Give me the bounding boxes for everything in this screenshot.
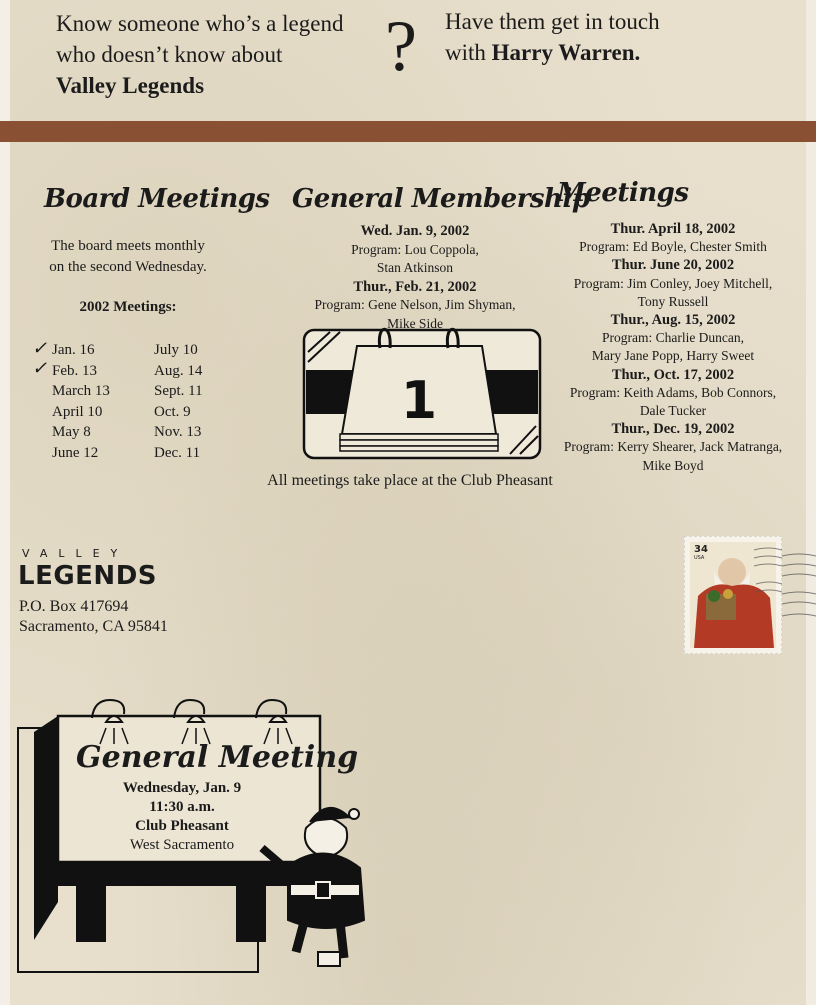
stamp-country: USA	[694, 555, 705, 561]
meeting-program: Program: Kerry Shearer, Jack Matranga,	[563, 439, 783, 455]
billboard-venue: Club Pheasant	[135, 818, 229, 834]
billboard-details	[82, 779, 282, 855]
board-date: July 10	[154, 342, 198, 358]
right-edge	[806, 0, 816, 1005]
meeting-program: Program: Ed Boyle, Chester Smith	[579, 239, 767, 255]
meeting-program: Program: Gene Nelson, Jim Shyman,	[314, 297, 516, 312]
board-description	[28, 236, 228, 278]
membership-list-right	[552, 220, 794, 475]
meeting-program: Mike Side	[387, 315, 443, 331]
prompt-right-prefix: with	[445, 40, 492, 65]
billboard-time: 11:30 a.m.	[149, 799, 215, 815]
board-date: April 10	[52, 403, 103, 420]
calendar-number: 1	[400, 371, 438, 431]
board-date: March 13	[52, 383, 110, 399]
board-dates-col2	[154, 340, 203, 463]
board-date: Oct. 9	[154, 403, 191, 420]
meetings-title: Meetings	[557, 178, 689, 208]
meeting-program: Dale Tucker	[639, 403, 707, 419]
board-meetings-title: Board Meetings	[44, 184, 270, 214]
meeting-program: Stan Atkinson	[376, 260, 454, 275]
address-line: P.O. Box 417694	[19, 598, 129, 615]
meeting-program: Program: Jim Conley, Joey Mitchell,	[573, 275, 773, 291]
meeting-date: Thur., Oct. 17, 2002	[611, 366, 735, 383]
divider-band	[0, 121, 816, 142]
meeting-date: Thur. April 18, 2002	[610, 221, 736, 237]
meeting-program: Mary Jane Popp, Harry Sweet	[591, 348, 755, 364]
board-meetings-subtitle: 2002 Meetings:	[79, 299, 177, 315]
meeting-program: Program: Lou Coppola,	[351, 241, 479, 257]
meeting-date: Thur., Aug. 15, 2002	[610, 312, 736, 329]
stamp-value: 34	[694, 544, 708, 555]
board-desc-line: The board meets monthly	[51, 238, 205, 254]
prompt-right-line: Have them get in touch	[445, 9, 660, 34]
board-date: June 12	[52, 444, 99, 461]
meeting-date: Wed. Jan. 9, 2002	[360, 223, 470, 239]
prompt-left-line: Valley Legends	[56, 73, 205, 98]
general-membership-title: General Membership	[292, 184, 590, 214]
meeting-date: Thur., Dec. 19, 2002	[611, 421, 735, 438]
meeting-date: Thur. June 20, 2002	[611, 257, 735, 274]
meeting-program: Program: Keith Adams, Bob Connors,	[569, 384, 777, 400]
board-date: Feb. 13	[52, 362, 97, 379]
billboard-date: Wednesday, Jan. 9	[122, 780, 242, 796]
prompt-right	[445, 6, 745, 68]
board-date: May 8	[52, 424, 91, 440]
membership-list-left	[290, 222, 540, 333]
org-logo-text: LEGENDS	[18, 561, 157, 591]
address-line: Sacramento, CA 95841	[19, 618, 168, 635]
prompt-left	[56, 8, 376, 101]
question-mark-icon: ?	[385, 6, 417, 86]
prompt-left-line: who doesn’t know about	[56, 42, 283, 67]
board-date: Aug. 14	[154, 362, 203, 379]
left-edge	[0, 0, 10, 1005]
meeting-location-note: All meetings take place at the Club Pheasant	[267, 472, 553, 489]
contact-name: Harry Warren.	[491, 40, 641, 65]
prompt-left-line: Know someone who’s a legend	[56, 11, 344, 36]
postage-stamp	[684, 536, 782, 654]
check-icon: ✓	[32, 338, 48, 358]
meeting-program: Program: Charlie Duncan,	[601, 330, 745, 346]
calendar-icon	[302, 322, 542, 460]
meeting-program: Tony Russell	[637, 293, 709, 309]
board-date: Nov. 13	[154, 424, 202, 440]
board-date: Jan. 16	[52, 342, 95, 358]
org-name-top: VALLEY	[22, 547, 129, 560]
board-date: Sept. 11	[154, 383, 203, 399]
board-dates-col1	[52, 340, 110, 463]
billboard-city: West Sacramento	[129, 837, 235, 853]
meeting-date: Thur., Feb. 21, 2002	[353, 278, 477, 295]
billboard-title: General Meeting	[76, 740, 359, 775]
check-icon: ✓	[32, 358, 48, 378]
board-date: Dec. 11	[154, 444, 201, 461]
meeting-program: Mike Boyd	[642, 457, 704, 473]
postmark-lines	[782, 550, 816, 640]
return-address	[19, 597, 168, 637]
board-desc-line: on the second Wednesday.	[49, 259, 207, 275]
